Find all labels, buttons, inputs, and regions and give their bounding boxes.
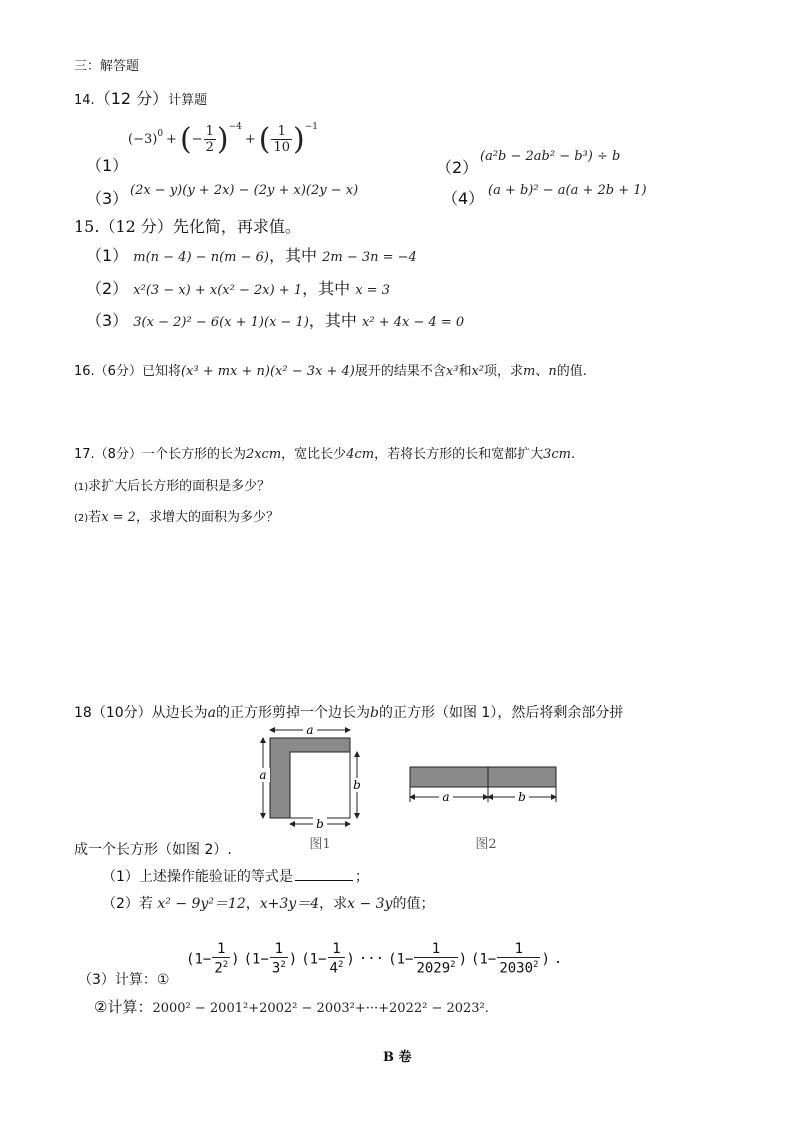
- fig2-right-label: b: [518, 790, 526, 804]
- fig1-bottom-label: b: [316, 817, 324, 831]
- q17-part1: 17.（8分）一个长方形的长为: [74, 447, 246, 462]
- q16-prefix: 16.（6分）已知将: [74, 364, 181, 379]
- q18-statement: [74, 702, 623, 722]
- q14-item1-minus: −: [191, 132, 203, 147]
- q18-sub2-end: 的值；: [392, 896, 435, 912]
- q18-factor-5-den: 2030: [499, 960, 534, 977]
- q18-sub4-expression: 2000² − 2001²+2002² − 2003²+···+2022² − 2023².: [152, 1001, 489, 1016]
- q18-sub4: [94, 996, 489, 1017]
- q18-sub2-comma: ，: [245, 896, 260, 912]
- q16-term2: x²: [471, 364, 484, 379]
- q14-item3-expression: (2x − y)(y + 2x) − (2y + x)(2y − x): [130, 183, 359, 198]
- q14-item1-paren2-close: ): [293, 121, 305, 157]
- fig1-right-label: b: [353, 778, 361, 792]
- q17-sub1: [74, 475, 270, 494]
- q17-sub2-number: (2): [74, 513, 89, 524]
- q14-item1-plus2: +: [244, 132, 256, 147]
- q18-factor-2: (1− $\frac{1}{3^2}$ ): [243, 941, 298, 977]
- q18-sub2-ask: ，求: [319, 896, 348, 912]
- q18-factor-3-den: 4: [329, 960, 338, 977]
- q18-factor-4-num: 1: [431, 941, 441, 957]
- q14-score: （12 分）: [94, 89, 169, 108]
- figure-2: [405, 760, 565, 855]
- q18-part1: 18（10分）从边长为: [74, 705, 208, 721]
- q18-part3: 的正方形（如图 1），然后将剩余部分拼: [378, 705, 624, 721]
- q18-sub4-label: ②计算：: [94, 998, 153, 1016]
- q15-item3-number: （3）: [86, 311, 129, 330]
- q14-label: 计算题: [168, 93, 208, 108]
- q15-item1-condition-label: ，其中: [268, 246, 317, 265]
- q18-factor-2-num: 1: [274, 941, 284, 957]
- q15-item3-expression: 3(x − 2)² − 6(x + 1)(x − 1): [133, 315, 309, 330]
- q15-item2-expression: x²(3 − x) + x(x² − 2x) + 1: [133, 283, 303, 298]
- q18-factor-1: (1− $\frac{1}{2^2}$ ): [186, 941, 240, 977]
- q18-var-b: b: [370, 705, 379, 721]
- q18-factor-2-den: 3: [271, 960, 281, 977]
- q17-increase: 3cm: [543, 447, 571, 462]
- q17-sub2: [74, 506, 279, 525]
- q18-factor-3-num: 1: [332, 941, 341, 957]
- q16-separator: 、: [535, 364, 549, 379]
- q18-factor-3-minus: −: [318, 951, 327, 968]
- q18-sub1: [102, 866, 369, 886]
- q17-part2: ，宽比长少: [281, 447, 347, 462]
- fig2-rect-left: [410, 767, 488, 787]
- fig1-top-label: a: [306, 723, 314, 737]
- q18-factor-4: (1− $\frac{1}{2029^2}$ ): [388, 941, 468, 977]
- q18-sub1-end: ；: [354, 869, 369, 885]
- q14-item1-exp-b: −4: [228, 121, 242, 132]
- q14-item1-exp-c: −1: [304, 121, 319, 132]
- q18-sub2: [102, 893, 434, 913]
- q15-header: 15.（12 分）先化简，再求值。: [74, 217, 301, 236]
- q18-sub2-expression3: x − 3y: [347, 896, 393, 912]
- q14-number: 14.: [74, 93, 95, 108]
- q14-item1-f1-den: 2: [205, 140, 214, 155]
- q16-term1: x³: [445, 364, 459, 379]
- q15-item2: [86, 276, 390, 299]
- q14-item1-fraction2: [271, 124, 292, 155]
- q18-sub2-expression2: x+3y＝4: [259, 896, 320, 912]
- q18-sub3-label: （3）计算：①: [78, 972, 170, 988]
- q17-sub1-text: 求扩大后长方形的面积是多少？: [88, 479, 271, 494]
- q14-item4-expression: (a + b)² − a(a + 2b + 1): [488, 183, 647, 198]
- q16-mid2: 项，求: [484, 364, 524, 379]
- q18-sub2-expression1: x² − 9y²＝12: [157, 896, 246, 912]
- fig2-rect-right: [488, 767, 556, 787]
- q18-sub2-prefix: （2）若: [102, 896, 153, 912]
- q14-item1-paren-open: (: [179, 121, 192, 157]
- q16-mid1: 展开的结果不含: [354, 364, 446, 379]
- q18-sub3-end: .: [553, 951, 563, 968]
- q15-item2-condition: x = 3: [355, 283, 390, 298]
- q14-item1-plus1: +: [166, 132, 177, 147]
- q17-part4: .: [570, 447, 576, 462]
- q14-item1-paren2-open: (: [258, 121, 271, 157]
- q15-item2-condition-label: ，其中: [302, 279, 351, 298]
- q15-item1-number: （1）: [86, 246, 129, 265]
- q18-factor-5-num: 1: [514, 941, 524, 957]
- fig1-inner-square: [290, 752, 350, 818]
- q18-factor-5-one: 1: [479, 951, 488, 968]
- q14-item2-number: （2）: [436, 158, 479, 177]
- q15-item1-expression: m(n − 4) − n(m − 6): [133, 250, 269, 265]
- q18-var-a: a: [207, 705, 216, 721]
- q18-factor-3: (1− $\frac{1}{4^2}$ ): [301, 941, 355, 977]
- q18-continuation: 成一个长方形（如图 2）.: [74, 842, 232, 858]
- q15-item3: [86, 308, 464, 331]
- q17-sub2-expression: x = 2: [101, 510, 136, 525]
- q18-factor-2-one: 1: [252, 951, 261, 968]
- q16-end: 的值.: [556, 364, 587, 379]
- q18-factor-3-exp: 2: [337, 960, 344, 970]
- q18-factor-1-one: 1: [194, 951, 203, 968]
- q17-part3: ，若将长方形的长和宽都扩大: [374, 447, 544, 462]
- q18-factor-1-minus: −: [202, 951, 212, 968]
- q16: [74, 360, 587, 379]
- q15-item3-condition-label: ，其中: [308, 311, 357, 330]
- q15-item2-number: （2）: [86, 279, 129, 298]
- q18-part2: 的正方形剪掉一个边长为: [216, 705, 370, 721]
- q18-factor-2-exp: 2: [280, 960, 286, 970]
- q18-sub1-text: （1）上述操作能验证的等式是: [102, 869, 293, 885]
- q18-factor-1-den: 2: [214, 960, 223, 977]
- q14-item4-number: （4）: [442, 189, 485, 208]
- q17-sub2-text: ，求增大的面积为多少？: [135, 510, 279, 525]
- q14-item1-paren-close: ): [216, 121, 229, 157]
- q18-product-dots: ···: [358, 951, 385, 968]
- q18-factor-5-exp: 2: [533, 960, 539, 970]
- q15-item1: [86, 243, 417, 266]
- q14-item1-f2-den: 10: [273, 140, 291, 155]
- q14-item1-expression: [128, 121, 319, 157]
- section-b-label: B 卷: [383, 1050, 412, 1065]
- q16-expression: (x³ + mx + n)(x² − 3x + 4): [180, 364, 355, 379]
- q18-factor-5: (1− $\frac{1}{2030^2}$ ): [471, 941, 550, 977]
- q14-item3-number: （3）: [86, 189, 129, 208]
- q16-var-n: n: [548, 364, 557, 379]
- q17-sub1-number: (1): [74, 482, 89, 493]
- q14-item1-number: （1）: [86, 156, 129, 175]
- q14-item2-expression: (a²b − 2ab² − b³) ÷ b: [480, 149, 621, 164]
- q14-item1-term-a: (−3): [128, 132, 158, 147]
- q16-and: 和: [458, 364, 472, 379]
- q17-length: 2xcm: [245, 447, 282, 462]
- q18-sub3-product: [186, 942, 562, 977]
- q14-header: [74, 86, 207, 109]
- q14-item1-fraction1: [204, 124, 216, 155]
- fig1-left-label: a: [259, 768, 267, 782]
- section-title: 三：解答题: [74, 59, 140, 74]
- q18-factor-5-minus: −: [487, 951, 497, 968]
- q18-factor-4-minus: −: [405, 951, 414, 968]
- q17-sub2-prefix: 若: [88, 510, 102, 525]
- q15-item3-condition: x² + 4x − 4 = 0: [362, 315, 465, 330]
- q18-factor-4-den: 2029: [416, 960, 451, 977]
- q18-factor-4-exp: 2: [450, 960, 456, 970]
- fig2-left-label: a: [442, 790, 450, 804]
- q17-difference: 4cm: [346, 447, 375, 462]
- q18-sub1-blank[interactable]: [295, 868, 353, 881]
- q14-item1-exp-a: 0: [157, 128, 164, 139]
- fig2-caption: 图2: [475, 837, 497, 852]
- q16-var-m: m: [523, 364, 536, 379]
- q18-factor-1-exp: 2: [222, 960, 229, 970]
- q18-factor-1-num: 1: [217, 941, 226, 957]
- q17-statement: [74, 443, 575, 462]
- q14-item1-f1-num: 1: [205, 124, 214, 139]
- q18-factor-4-one: 1: [396, 951, 405, 968]
- q18-factor-3-one: 1: [309, 951, 319, 968]
- q15-item1-condition: 2m − 3n = −4: [322, 250, 417, 265]
- figure-1: [255, 720, 365, 855]
- q14-item1-f2-num: 1: [277, 124, 286, 139]
- q18-factor-2-minus: −: [260, 951, 269, 968]
- fig1-caption: 图1: [309, 837, 331, 852]
